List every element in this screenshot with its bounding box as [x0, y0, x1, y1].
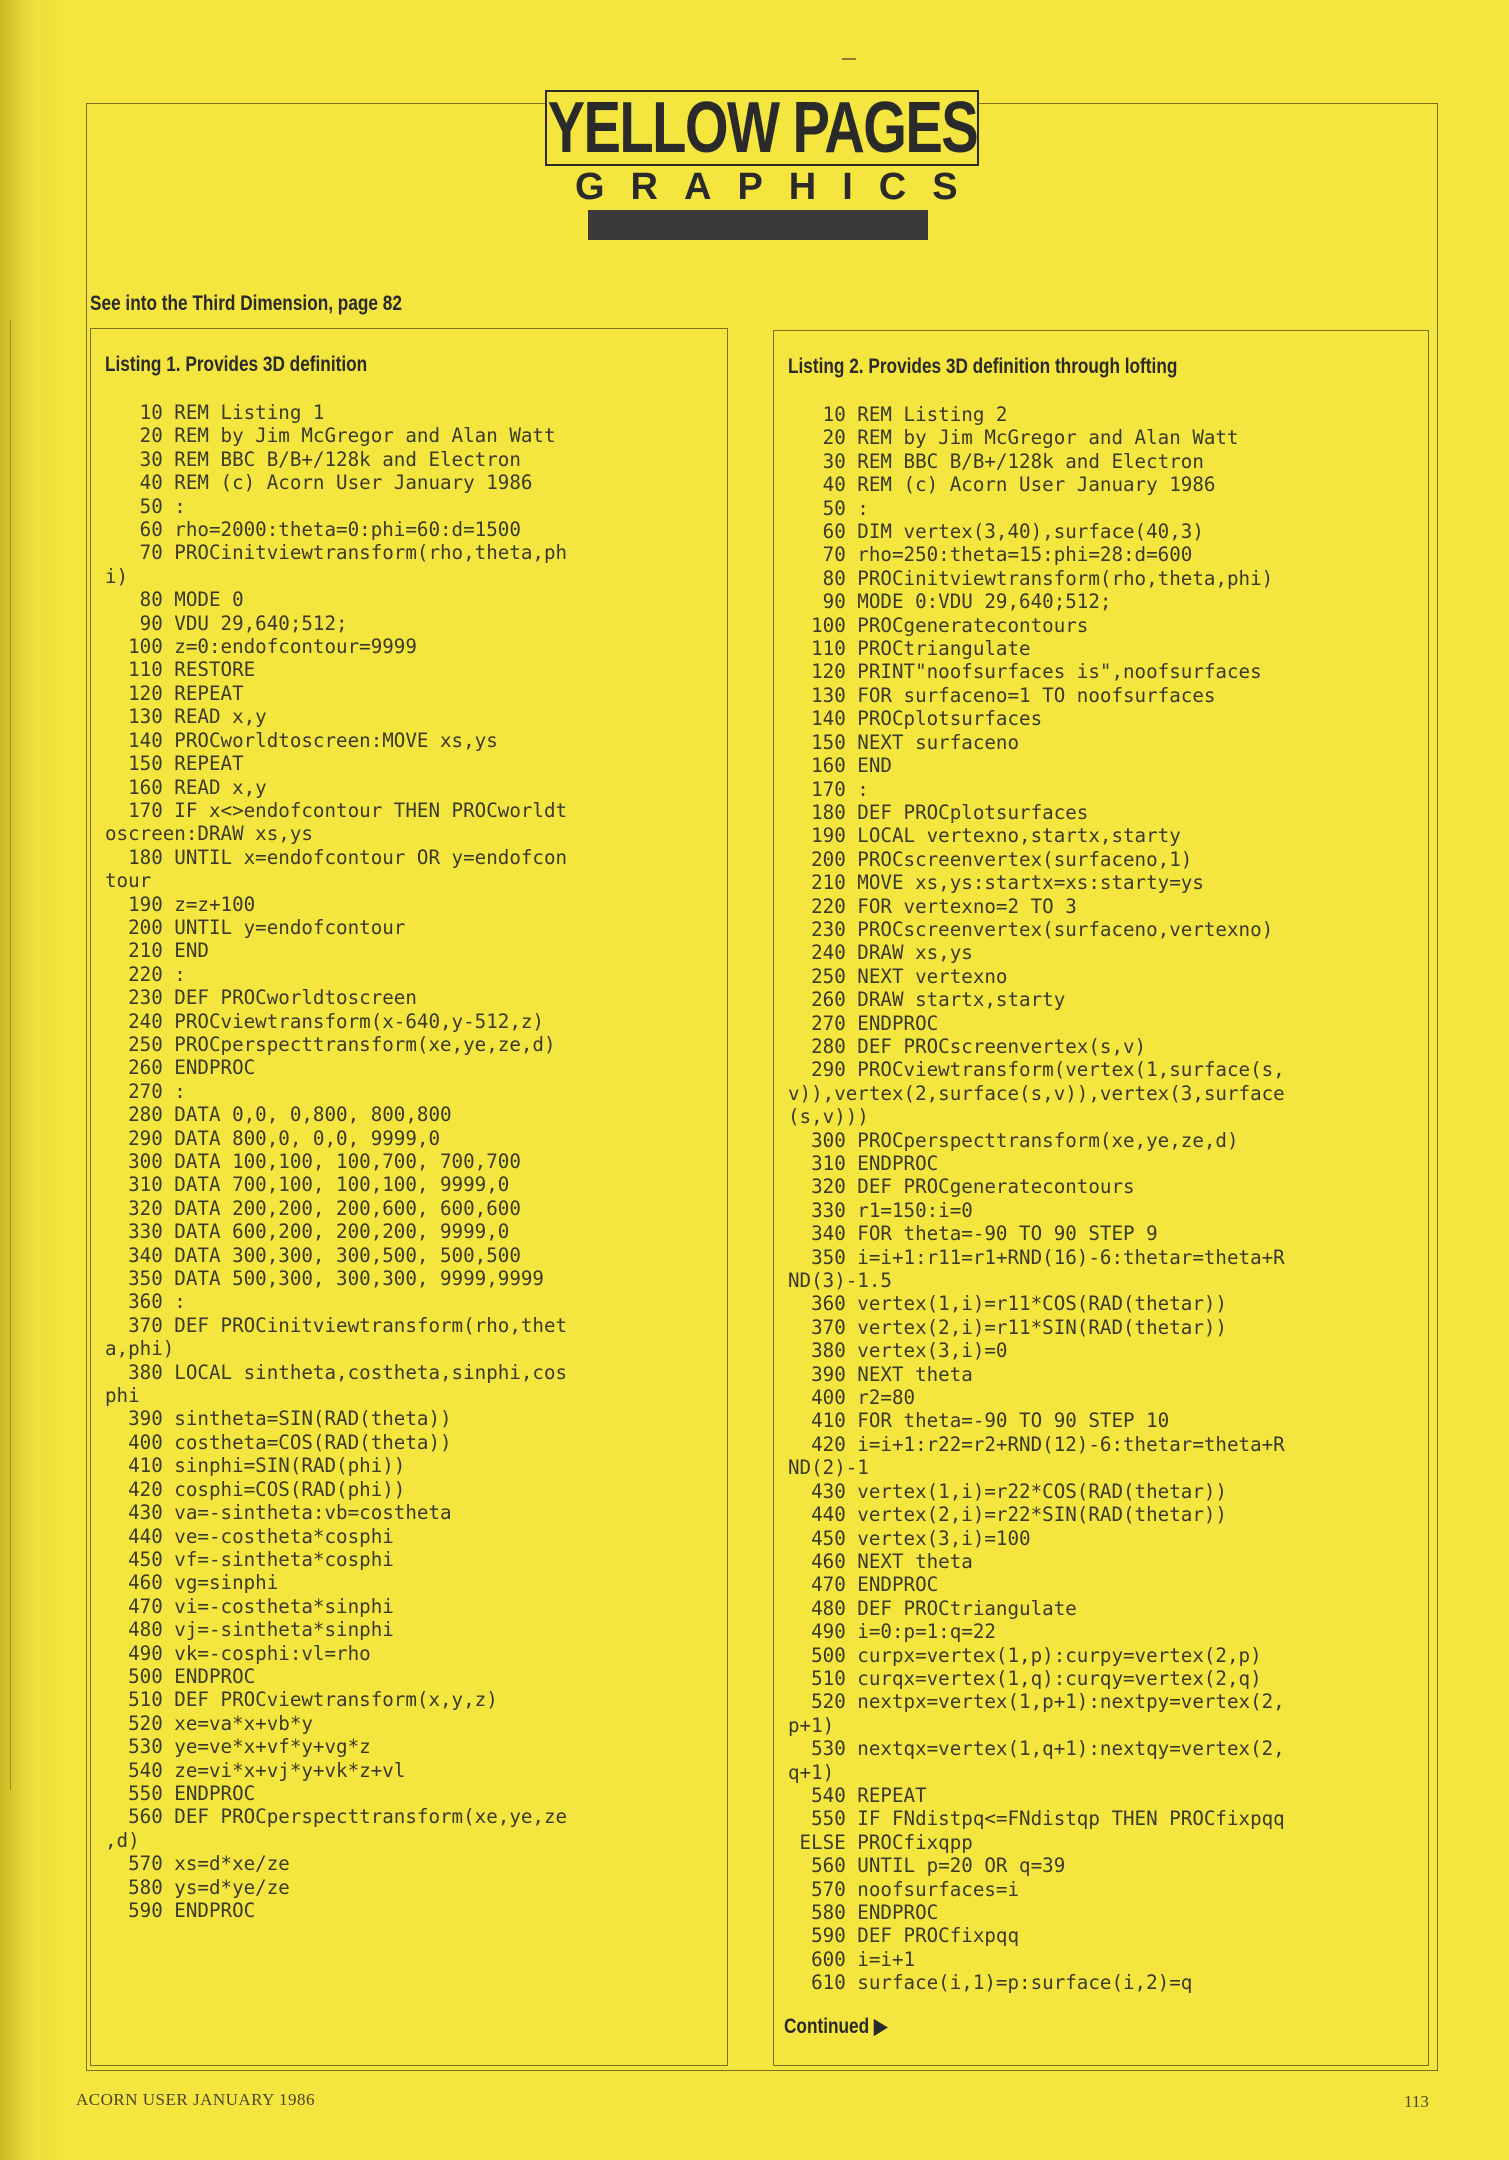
code-line: 230 PROCscreenvertex(surfaceno,vertexno): [788, 917, 1274, 941]
code-line: 110 RESTORE: [105, 658, 256, 682]
code-line: 570 noofsurfaces=i: [788, 1877, 1020, 1901]
code-line: 20 REM by Jim McGregor and Alan Watt: [788, 426, 1239, 450]
code-line: 600 i=i+1: [788, 1947, 916, 1971]
code-line: 460 NEXT theta: [788, 1549, 973, 1573]
code-line: 100 PROCgeneratecontours: [788, 613, 1089, 637]
code-line: 440 vertex(2,i)=r22*SIN(RAD(thetar)): [788, 1503, 1227, 1527]
code-line: 210 MOVE xs,ys:startx=xs:starty=ys: [788, 871, 1204, 895]
code-line: ND(3)-1.5: [788, 1269, 892, 1293]
code-line: 530 nextqx=vertex(1,q+1):nextqy=vertex(2,: [788, 1737, 1285, 1761]
code-line: 260 DRAW startx,starty: [788, 988, 1066, 1012]
code-line: 100 z=0:endofcontour=9999: [105, 635, 417, 659]
section-name: GRAPHICS: [575, 166, 984, 208]
code-line: 350 DATA 500,300, 300,300, 9999,9999: [105, 1267, 544, 1291]
listing-1-box: [90, 328, 728, 2066]
code-line: 370 vertex(2,i)=r11*SIN(RAD(thetar)): [788, 1315, 1227, 1339]
code-line: p+1): [788, 1713, 835, 1737]
code-line: 310 ENDPROC: [788, 1152, 939, 1175]
listing-2-title: Listing 2. Provides 3D definition through lofting: [788, 355, 1178, 378]
code-line: 40 REM (c) Acorn User January 1986: [105, 471, 533, 495]
code-line: 270 ENDPROC: [788, 1011, 939, 1035]
code-line: 560 DEF PROCperspecttransform(xe,ye,ze: [105, 1805, 568, 1829]
code-line: 170 :: [788, 777, 869, 801]
code-line: 150 NEXT surfaceno: [788, 730, 1020, 754]
continued-label: Continued: [784, 2015, 870, 2038]
code-line: 30 REM BBC B/B+/128k and Electron: [105, 447, 521, 471]
code-line: 500 curpx=vertex(1,p):curpy=vertex(2,p): [788, 1643, 1262, 1667]
code-line: 330 DATA 600,200, 200,200, 9999,0: [105, 1220, 510, 1244]
spine-shading: [40, 0, 70, 2160]
code-line: tour: [105, 869, 152, 893]
code-line: 370 DEF PROCinitviewtransform(rho,thet: [105, 1313, 568, 1337]
section-bar: [588, 210, 928, 240]
code-line: 200 UNTIL y=endofcontour: [105, 915, 406, 939]
code-line: 410 FOR theta=-90 TO 90 STEP 10: [788, 1409, 1170, 1433]
code-line: v)),vertex(2,surface(s,v)),vertex(3,surface: [788, 1081, 1285, 1105]
code-line: ,d): [105, 1828, 140, 1852]
code-line: 470 vi=-costheta*sinphi: [105, 1594, 394, 1618]
code-line: oscreen:DRAW xs,ys: [105, 822, 313, 846]
code-line: 240 PROCviewtransform(x-640,y-512,z): [105, 1009, 544, 1033]
code-line: 290 PROCviewtransform(vertex(1,surface(s,: [788, 1058, 1285, 1082]
code-line: 380 vertex(3,i)=0: [788, 1339, 1008, 1363]
code-line: 360 vertex(1,i)=r11*COS(RAD(thetar)): [788, 1292, 1227, 1316]
footer-publication: ACORN USER JANUARY 1986: [76, 2090, 315, 2109]
code-line: 300 DATA 100,100, 100,700, 700,700: [105, 1150, 521, 1173]
code-line: 270 :: [105, 1079, 186, 1103]
code-line: 580 ys=d*ye/ze: [105, 1875, 290, 1899]
code-line: 320 DATA 200,200, 200,600, 600,600: [105, 1196, 521, 1220]
code-line: 90 MODE 0:VDU 29,640;512;: [788, 590, 1112, 614]
code-line: 420 cosphi=COS(RAD(phi)): [105, 1477, 406, 1501]
code-line: 590 DEF PROCfixpqq: [788, 1924, 1020, 1948]
listing-1-title: Listing 1. Provides 3D definition: [105, 353, 368, 376]
code-line: 550 IF FNdistpq<=FNdistqp THEN PROCfixpqq: [788, 1807, 1285, 1831]
code-line: 480 vj=-sintheta*sinphi: [105, 1618, 394, 1642]
code-line: 520 xe=va*x+vb*y: [105, 1711, 313, 1735]
code-line: 70 rho=250:theta=15:phi=28:d=600: [788, 543, 1193, 567]
code-line: 250 PROCperspecttransform(xe,ye,ze,d): [105, 1032, 556, 1056]
code-line: 460 vg=sinphi: [105, 1571, 279, 1595]
code-line: 480 DEF PROCtriangulate: [788, 1596, 1077, 1620]
code-line: 500 ENDPROC: [105, 1664, 256, 1688]
code-line: 50 :: [105, 494, 186, 518]
code-line: 470 ENDPROC: [788, 1573, 939, 1597]
code-line: i): [105, 564, 129, 588]
code-line: 210 END: [105, 939, 209, 963]
code-line: 420 i=i+1:r22=r2+RND(12)-6:thetar=theta+R: [788, 1432, 1285, 1456]
code-line: 560 UNTIL p=20 OR q=39: [788, 1854, 1066, 1878]
listing-2-box: [773, 330, 1429, 2066]
code-line: 180 UNTIL x=endofcontour OR y=endofcon: [105, 845, 568, 869]
code-line: 10 REM Listing 2: [788, 403, 1008, 426]
code-line: 140 PROCworldtoscreen:MOVE xs,ys: [105, 728, 498, 752]
code-line: 80 PROCinitviewtransform(rho,theta,phi): [788, 566, 1274, 590]
previous-page-edge: [0, 320, 11, 1790]
masthead: [545, 90, 979, 166]
code-line: 80 MODE 0: [105, 588, 244, 612]
code-line: 290 DATA 800,0, 0,0, 9999,0: [105, 1126, 441, 1150]
code-line: 200 PROCscreenvertex(surfaceno,1): [788, 847, 1193, 871]
code-line: 160 END: [788, 754, 892, 778]
code-line: 260 ENDPROC: [105, 1056, 256, 1080]
code-line: 60 DIM vertex(3,40),surface(40,3): [788, 520, 1204, 544]
code-line: 190 LOCAL vertexno,startx,starty: [788, 824, 1181, 848]
code-line: 390 sintheta=SIN(RAD(theta)): [105, 1407, 452, 1431]
code-line: 390 NEXT theta: [788, 1362, 973, 1386]
code-line: 350 i=i+1:r11=r1+RND(16)-6:thetar=theta+R: [788, 1245, 1285, 1269]
code-line: 570 xs=d*xe/ze: [105, 1852, 290, 1876]
code-line: 520 nextpx=vertex(1,p+1):nextpy=vertex(2,: [788, 1690, 1285, 1714]
code-line: 110 PROCtriangulate: [788, 637, 1031, 661]
code-line: ELSE PROCfixqpp: [788, 1830, 973, 1854]
code-line: 410 sinphi=SIN(RAD(phi)): [105, 1454, 406, 1478]
code-line: 490 i=0:p=1:q=22: [788, 1620, 996, 1644]
code-line: ND(2)-1: [788, 1456, 869, 1480]
code-line: 430 vertex(1,i)=r22*COS(RAD(thetar)): [788, 1479, 1227, 1503]
code-line: 590 ENDPROC: [105, 1899, 256, 1922]
code-line: 380 LOCAL sintheta,costheta,sinphi,cos: [105, 1360, 568, 1384]
listing-2-code: [788, 403, 1285, 1995]
code-line: 120 REPEAT: [105, 681, 244, 705]
code-line: 140 PROCplotsurfaces: [788, 707, 1043, 731]
code-line: 340 FOR theta=-90 TO 90 STEP 9: [788, 1222, 1158, 1246]
code-line: 330 r1=150:i=0: [788, 1198, 973, 1222]
code-line: 530 ye=ve*x+vf*y+vg*z: [105, 1735, 371, 1759]
code-line: 540 ze=vi*x+vj*y+vk*z+vl: [105, 1758, 406, 1782]
code-line: 340 DATA 300,300, 300,500, 500,500: [105, 1243, 521, 1267]
code-line: 240 DRAW xs,ys: [788, 941, 973, 965]
code-line: 550 ENDPROC: [105, 1781, 256, 1805]
code-line: 400 r2=80: [788, 1386, 916, 1410]
code-line: 300 PROCperspecttransform(xe,ye,ze,d): [788, 1128, 1239, 1152]
code-line: 580 ENDPROC: [788, 1901, 939, 1924]
code-line: 10 REM Listing 1: [105, 401, 325, 424]
code-line: q+1): [788, 1760, 835, 1784]
code-line: 430 va=-sintheta:vb=costheta: [105, 1501, 452, 1525]
code-line: 400 costheta=COS(RAD(theta)): [105, 1430, 452, 1454]
code-line: 610 surface(i,1)=p:surface(i,2)=q: [788, 1971, 1193, 1995]
code-line: 440 ve=-costheta*cosphi: [105, 1524, 394, 1548]
listing-1-code: [105, 401, 567, 1922]
code-line: 20 REM by Jim McGregor and Alan Watt: [105, 424, 556, 448]
continued-note: [784, 2014, 887, 2039]
code-line: 180 DEF PROCplotsurfaces: [788, 800, 1089, 824]
code-line: 280 DATA 0,0, 0,800, 800,800: [105, 1103, 452, 1127]
code-line: 90 VDU 29,640;512;: [105, 611, 348, 635]
code-line: 220 FOR vertexno=2 TO 3: [788, 894, 1077, 918]
code-line: 50 :: [788, 496, 869, 520]
code-line: a,phi): [105, 1337, 175, 1361]
code-line: 70 PROCinitviewtransform(rho,theta,ph: [105, 541, 568, 565]
code-line: 150 REPEAT: [105, 752, 244, 776]
code-line: 510 curqx=vertex(1,q):curqy=vertex(2,q): [788, 1666, 1262, 1690]
play-arrow-icon: ▶: [874, 2015, 888, 2038]
code-line: 310 DATA 700,100, 100,100, 9999,0: [105, 1173, 510, 1197]
code-line: 280 DEF PROCscreenvertex(s,v): [788, 1034, 1147, 1058]
code-line: 130 FOR surfaceno=1 TO noofsurfaces: [788, 683, 1216, 707]
code-line: 320 DEF PROCgeneratecontours: [788, 1175, 1135, 1199]
code-line: 540 REPEAT: [788, 1783, 927, 1807]
code-line: 40 REM (c) Acorn User January 1986: [788, 473, 1216, 497]
code-line: (s,v))): [788, 1105, 869, 1129]
code-line: 60 rho=2000:theta=0:phi=60:d=1500: [105, 518, 521, 542]
code-line: phi: [105, 1384, 140, 1408]
code-line: 120 PRINT"noofsurfaces is",noofsurfaces: [788, 660, 1262, 684]
code-line: 160 READ x,y: [105, 775, 267, 799]
code-line: 360 :: [105, 1290, 186, 1314]
code-line: 190 z=z+100: [105, 892, 256, 916]
code-line: 220 :: [105, 962, 186, 986]
code-line: 170 IF x<>endofcontour THEN PROCworldt: [105, 798, 568, 822]
code-line: 230 DEF PROCworldtoscreen: [105, 986, 417, 1010]
code-line: 130 READ x,y: [105, 705, 267, 729]
code-line: 490 vk=-cosphi:vl=rho: [105, 1641, 371, 1665]
code-line: 450 vertex(3,i)=100: [788, 1526, 1031, 1550]
code-line: 510 DEF PROCviewtransform(x,y,z): [105, 1688, 498, 1712]
code-line: 30 REM BBC B/B+/128k and Electron: [788, 449, 1204, 473]
article-reference: See into the Third Dimension, page 82: [90, 292, 402, 315]
code-line: 250 NEXT vertexno: [788, 964, 1008, 988]
top-mark: [842, 58, 856, 60]
masthead-title: YELLOW PAGES: [547, 88, 977, 168]
code-line: 450 vf=-sintheta*cosphi: [105, 1547, 394, 1571]
page-number: 113: [1404, 2092, 1429, 2111]
